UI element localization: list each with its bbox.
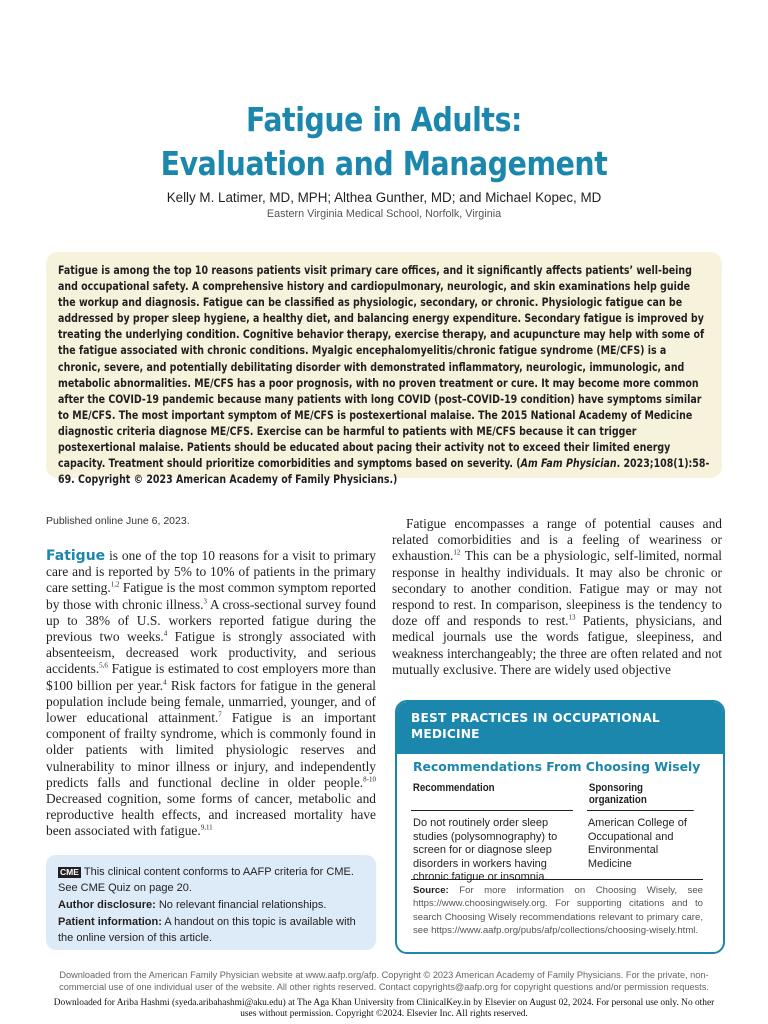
body-text: Patients, physicians, and medical journals use the words fatigue, sleepiness, and weakness interchangeably; the three are often related and not mutually exclusive. There are widely used objective [392,613,722,677]
cme-badge: CME [60,867,79,877]
title-line-1: Fatigue in Adults: [246,100,522,139]
source-label: Source: [413,885,449,896]
cme-info-text [58,864,364,947]
reference-number[interactable]: 4 [163,629,168,638]
lead-word: Fatigue [46,548,106,564]
heading-line-1: BEST PRACTICES IN OCCUPATIONAL [411,711,660,725]
copyright-footer: Downloaded from the American Family Physician website at www.aafp.org/afp. Copyright © 2023 American Academy of Family Physicians. For the private, non-commercial use of one individual user of the website. All other rights reserved. Contact copyrights@aafp.org for copyright questions and/or permission requests. [59,970,709,993]
body-text: This can be a physiologic, self-limited, normal response in healthy individuals. It may also be chronic or secondary to another condition. Fatigue may or may not respond to rest. In comparison, sleepiness is the tendency to doze off and responds to rest. [392,548,722,629]
patient-information [58,914,364,946]
body-column-left [46,548,376,840]
reference-number[interactable]: 13 [568,613,576,622]
reference-number[interactable]: 9,11 [200,823,213,832]
body-text: Fatigue encompasses a range of potential causes and related comorbidities and is a feeling of weariness or exhaustion. [392,516,722,564]
body-text: Fatigue is the most common symptom reported by those with chronic illness. [46,580,376,612]
body-text: Risk factors for fatigue in the general population include being female, unmarried, younger, and of lower educational attainment. [46,677,376,726]
abstract-journal: Am Fam Physician [520,456,617,471]
abstract-body: Fatigue is among the top 10 reasons patients visit primary care offices, and it significantly affects patients’ well-being and occupational safety. A comprehensive history and cardiopulmonary, neurologic, and skin examinations help guide the workup and diagnosis. Fatigue can be classified as physiologic, secondary, or chronic. Physiologic fatigue can be addressed by proper sleep hygiene, a healthy diet, and balancing energy expenditure. Secondary fatigue is improved by treating the underlying condition. Cognitive behavior therapy, exercise therapy, and acupuncture may help with some of the fatigue associated with chronic conditions. Myalgic encephalomyelitis/chronic fatigue syndrome (ME/CFS) is a chronic, severe, and potentially debilitating disorder with demonstrated inflammatory, neurologic, immunologic, and metabolic abnormalities. ME/CFS has a poor prognosis, with no proven treatment or cure. It may become more common after the COVID-19 pandemic because many patients with long COVID (post–COVID-19 condition) have symptoms similar to ME/CFS. The most important symptom of ME/CFS is postexertional malaise. The 2015 National Academy of Medicine diagnostic criteria diagnose ME/CFS. Exercise can be harmful to patients with ME/CFS because it can trigger postexertional malaise. Patients should be educated about pacing their activity not to exceed their limited energy capacity. Treatment should prioritize comorbidities and symptoms based on severity. ( [58,263,705,471]
title-line-2: Evaluation and Management [160,144,608,183]
reference-number[interactable]: 8-10 [363,775,376,784]
patient-info-label: Patient information: [58,916,162,928]
abstract-text [58,262,710,487]
disclosure-label: Author disclosure: [58,899,156,911]
recommendation-cell: Do not routinely order sleep studies (polysomnography) to screen for or diagnose sleep disorders in workers having chronic fatigue or insomnia. [413,817,558,883]
disclosure-text: No relevant financial relationships. [155,899,327,911]
author-disclosure [58,897,364,913]
heading-line-2: MEDICINE [411,727,480,741]
paragraph [392,516,722,678]
patient-info-text: A handout on this topic is available with the online version of this article. [58,916,356,944]
reference-number[interactable]: 12 [453,548,461,557]
reference-number[interactable]: 5,6 [99,661,108,670]
published-date: Published online June 6, 2023. [46,515,190,527]
cme-text: This clinical content conforms to AAFP criteria for CME. See CME Quiz on page 20. [58,866,354,894]
body-text: Fatigue is strongly associated with absenteeism, decreased work productivity, and serious accidents. [46,629,376,677]
body-text: Fatigue is an important component of frailty syndrome, which is commonly found in older patients with limited physiologic reserves and vulnerability to minor illness or injury, and independently predicts falls and functional decline in older people. [46,710,376,790]
reference-number[interactable]: 1,2 [110,580,120,589]
reference-number[interactable]: 7 [218,710,222,719]
organization-cell: American College of Occupational and Environmental Medicine [587,817,687,870]
body-text: Fatigue is estimated to cost employers more than $100 billion per year. [46,661,376,693]
column-header-organization: Sponsoring organization [587,780,694,811]
source-text[interactable]: For more information on Choosing Wisely, see https://www.choosingwisely.org. For supporting citations and to search Choosing Wisely recommendations relevant to primary care, see https://www.aafp.org/pubs/afp/collections/choosing-wisely.html. [413,885,703,936]
best-practices-heading [397,702,723,754]
source-note [413,884,703,937]
reference-number[interactable]: 4 [163,678,167,687]
abstract-citation: . 2023;108(1):58-69. Copyright © 2023 American Academy of Family Physicians.) [58,456,710,487]
cme-statement [58,864,364,896]
body-text: Decreased cognition, some forms of cancer, metabolic and reproductive health effects, and increased mortality have been associated with fatigue. [46,791,376,839]
best-practices-subheading: Recommendations From Choosing Wisely [413,759,701,774]
recommendation-table [411,780,703,891]
reference-number[interactable]: 3 [203,597,207,606]
body-text: is one of the top 10 reasons for a visit to primary care and is reported by 5% to 10% of patients in the primary care setting. [46,548,376,596]
table-divider [411,879,703,880]
body-text: A cross-sectional survey found up to 38% of U.S. workers reported fatigue during the previous two weeks. [46,596,376,645]
download-notice: Downloaded for Ariba Hashmi (syeda.aribahashmi@aku.edu) at The Aga Khan University from ClinicalKey.in by Elsevier on August 02, 2024. For personal use only. No other uses without permission. Copyright ©2024. Elsevier Inc. All rights reserved. [53,998,715,1019]
table-header-row [411,780,703,811]
author-list: Kelly M. Latimer, MD, MPH; Althea Gunther, MD; and Michael Kopec, MD [166,190,602,205]
article-title [54,98,714,186]
body-column-right [392,516,722,678]
author-affiliation: Eastern Virginia Medical School, Norfolk, Virginia [266,208,502,220]
column-header-recommendation: Recommendation [411,780,573,811]
